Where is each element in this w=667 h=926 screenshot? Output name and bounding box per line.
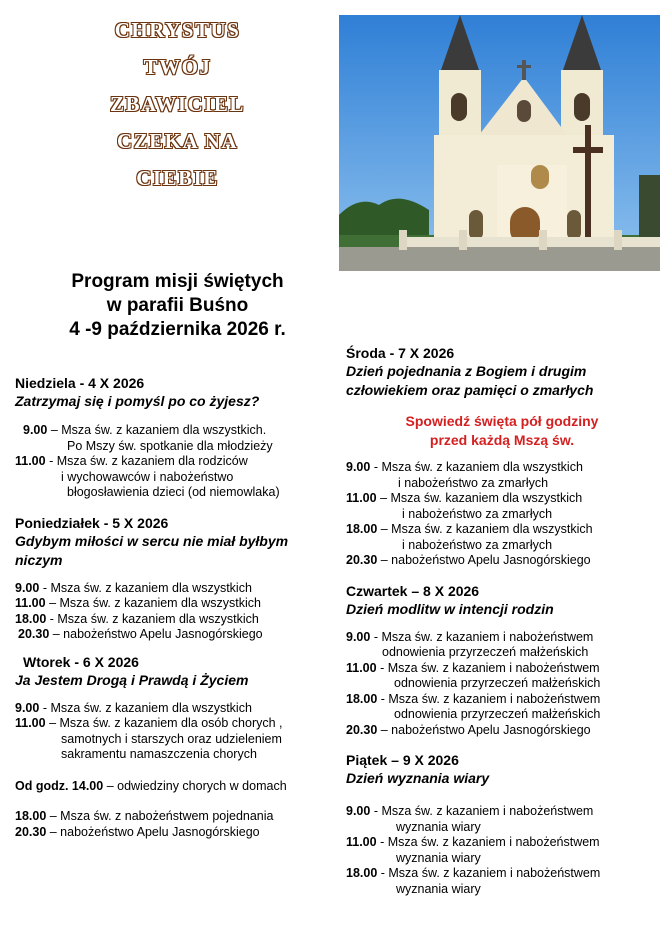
headline-line: CIEBIE	[136, 166, 219, 190]
sunday-section	[15, 375, 335, 501]
activity: – nabożeństwo Apelu Jasnogórskiego	[377, 553, 591, 567]
program-dates: 4 -9 października 2026 r.	[69, 319, 286, 340]
time: 18.00	[346, 691, 378, 706]
time: 18.00	[346, 522, 378, 536]
activity: - Msza św. z kazaniem dla wszystkich	[370, 460, 583, 474]
schedule-line	[15, 612, 335, 628]
schedule-line	[15, 581, 335, 597]
time: 9.00	[346, 460, 371, 474]
schedule-line	[346, 866, 658, 882]
activity: - Msza św. z kazaniem dla wszystkich	[39, 700, 252, 715]
headline-line: ZBAWICIEL	[110, 92, 245, 116]
time: 20.30	[18, 627, 50, 641]
day-title: Wtorek - 6 X 2026	[23, 653, 139, 670]
activity: – Msza św. z nabożeństwem pojednania	[46, 809, 274, 823]
activity: - Msza św. z kazaniem dla wszystkich	[39, 580, 252, 595]
activity: - Msza św. z kazaniem dla wszystkich	[46, 611, 259, 626]
schedule-line	[15, 596, 335, 612]
day-theme: Dzień modlitw w intencji rodzin	[346, 600, 554, 617]
day-theme: Ja Jestem Drogą i Prawdą i Życiem	[15, 671, 249, 688]
schedule-line: odnowienia przyrzeczeń małżeńskich	[394, 676, 601, 690]
activity: – Msza św. z kazaniem dla wszystkich	[377, 522, 593, 536]
day-title: Poniedziałek - 5 X 2026	[15, 514, 169, 531]
schedule-line	[346, 491, 658, 507]
headline	[30, 20, 325, 205]
day-theme: Dzień wyznania wiary	[346, 770, 490, 786]
right-column	[346, 345, 658, 897]
schedule-line: sakramentu namaszczenia chorych	[61, 747, 257, 761]
thursday-section	[346, 583, 658, 739]
time: 18.00	[15, 611, 47, 626]
day-title: Czwartek – 8 X 2026	[346, 582, 480, 599]
schedule-line	[346, 630, 658, 646]
time: 9.00	[23, 423, 48, 437]
time: 18.00	[15, 809, 47, 823]
activity: - Msza św. z kazaniem i nabożeństwem	[370, 804, 594, 818]
schedule-line	[346, 692, 658, 708]
day-theme: Gdybym miłości w sercu nie miał byłbym	[15, 532, 289, 549]
schedule-line	[346, 804, 658, 820]
schedule-line: samotnych i starszych oraz udzieleniem	[61, 731, 282, 746]
activity: - Msza św. z kazaniem i nabożeństwem	[377, 866, 601, 880]
schedule-line	[15, 454, 335, 470]
schedule-line: i wychowawców i nabożeństwo	[61, 469, 234, 484]
program-heading	[30, 270, 325, 342]
schedule-line	[346, 522, 658, 538]
schedule-line	[15, 423, 335, 439]
schedule-line	[346, 835, 658, 851]
day-theme: człowiekiem oraz pamięci o zmarłych	[346, 382, 594, 398]
activity: - Msza św. z kazaniem i nabożeństwem	[370, 629, 594, 644]
schedule-line	[346, 661, 658, 677]
friday-section	[346, 752, 658, 897]
church-photo	[339, 15, 660, 271]
time: 9.00	[15, 580, 40, 595]
schedule-line	[15, 716, 335, 732]
schedule-line: wyznania wiary	[396, 819, 481, 834]
schedule-line: i nabożeństwo za zmarłych	[398, 475, 549, 490]
activity: – Msza św. z kazaniem dla wszystkich.	[47, 423, 267, 437]
schedule-line: i nabożeństwo za zmarłych	[402, 506, 553, 521]
time: 11.00	[346, 835, 377, 849]
day-title: Piątek – 9 X 2026	[346, 752, 459, 768]
schedule-line	[15, 825, 335, 841]
time: 11.00	[346, 491, 377, 505]
schedule-line: błogosławienia dzieci (od niemowlaka)	[67, 485, 280, 499]
schedule-line: Po Mszy św. spotkanie dla młodzieży	[67, 438, 273, 453]
time: 20.30	[346, 722, 378, 737]
time: 11.00	[15, 716, 46, 730]
program-title: Program misji świętych	[71, 271, 284, 292]
time: 11.00	[15, 596, 46, 610]
headline-line: CZEKA NA	[116, 129, 239, 153]
activity: – nabożeństwo Apelu Jasnogórskiego	[49, 627, 263, 641]
activity: – odwiedziny chorych w domach	[103, 778, 287, 793]
confession-note: przed każdą Mszą św.	[429, 432, 575, 448]
time: 11.00	[15, 454, 46, 468]
activity: - Msza św. z kazaniem i nabożeństwem	[376, 660, 600, 675]
schedule-line	[15, 809, 335, 825]
day-title: Niedziela - 4 X 2026	[15, 375, 145, 391]
schedule-line: i nabożeństwo za zmarłych	[402, 537, 553, 552]
time: 20.30	[15, 824, 47, 839]
time: Od godz. 14.00	[15, 778, 104, 793]
time: 11.00	[346, 660, 377, 675]
activity: – Msza św. kazaniem dla wszystkich	[376, 491, 583, 505]
schedule-line: odnowienia przyrzeczeń małżeńskich	[382, 645, 589, 659]
time: 9.00	[346, 629, 371, 644]
program-parish: w parafii Buśno	[106, 295, 249, 316]
headline-line: CHRYSTUS	[114, 18, 241, 42]
activity: - Msza św. z kazaniem dla rodziców	[45, 454, 248, 468]
day-title: Środa - 7 X 2026	[346, 345, 455, 361]
schedule-line: odnowienia przyrzeczeń małżeńskich	[394, 707, 601, 721]
confession-note: Spowiedź święta pół godziny	[405, 413, 599, 429]
activity: - Msza św. z kazaniem i nabożeństwem	[377, 691, 601, 706]
time: 20.30	[346, 553, 378, 567]
monday-section	[15, 515, 335, 643]
left-column	[15, 375, 335, 840]
day-theme: Dzień pojednania z Bogiem i drugim	[346, 363, 587, 379]
schedule-line	[346, 553, 658, 569]
schedule-line	[15, 701, 335, 717]
schedule-line: wyznania wiary	[396, 850, 481, 865]
schedule-line	[15, 627, 335, 643]
tuesday-section	[15, 654, 335, 841]
schedule-line	[346, 460, 658, 476]
activity: – nabożeństwo Apelu Jasnogórskiego	[46, 824, 260, 839]
time: 18.00	[346, 866, 378, 880]
activity: – Msza św. z kazaniem dla osób chorych ,	[45, 716, 283, 730]
day-theme: niczym	[15, 551, 63, 568]
time: 9.00	[346, 804, 371, 818]
time: 9.00	[15, 700, 40, 715]
schedule-line	[346, 723, 658, 739]
schedule-line: wyznania wiary	[396, 881, 481, 896]
wednesday-section	[346, 345, 658, 569]
headline-line: TWÓJ	[143, 55, 212, 79]
activity: – Msza św. z kazaniem dla wszystkich	[45, 596, 261, 610]
day-theme: Zatrzymaj się i pomyśl po co żyjesz?	[15, 393, 260, 409]
activity: - Msza św. z kazaniem i nabożeństwem	[376, 835, 600, 849]
schedule-line	[15, 779, 335, 795]
activity: – nabożeństwo Apelu Jasnogórskiego	[377, 722, 591, 737]
